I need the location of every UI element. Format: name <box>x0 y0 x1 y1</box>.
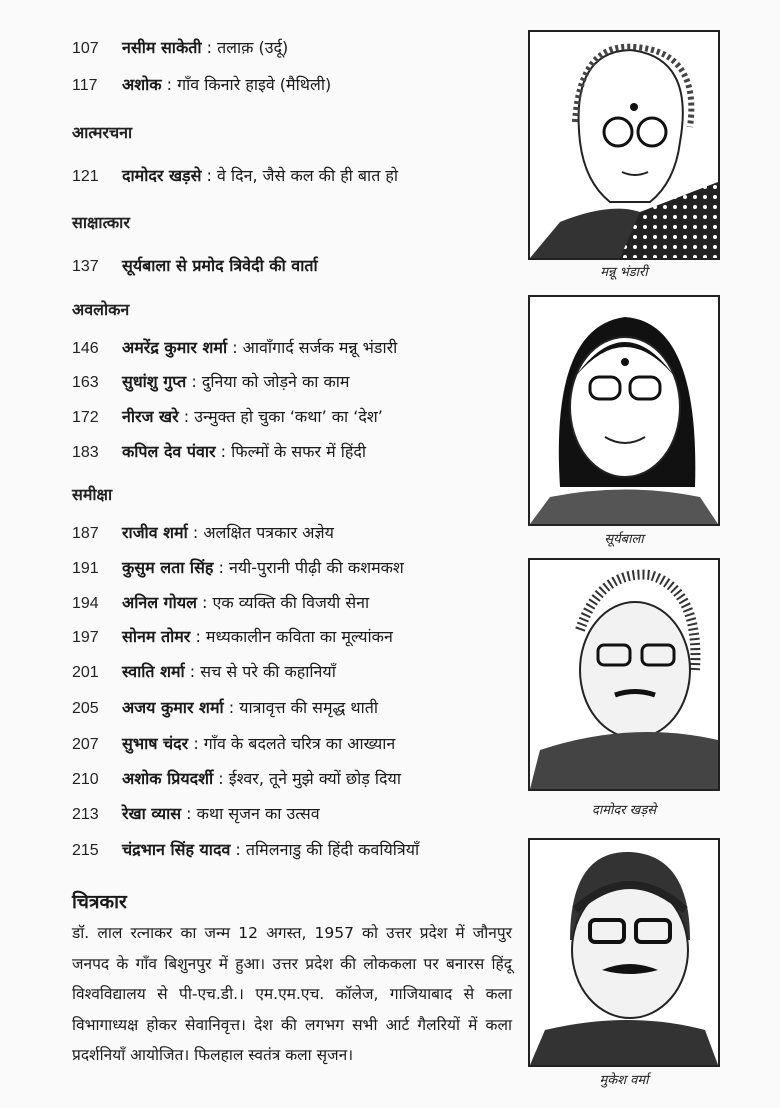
page-number: 213 <box>72 806 99 823</box>
author: अमरेंद्र कुमार शर्मा <box>122 338 228 357</box>
author: दामोदर खड़से <box>122 166 202 185</box>
toc-entry <box>72 338 397 359</box>
toc-entry <box>72 627 393 648</box>
separator: : <box>201 38 218 57</box>
page-number: 205 <box>72 700 99 717</box>
page-number: 197 <box>72 629 99 646</box>
title: कथा सृजन का उत्सव <box>196 804 320 823</box>
author: अशोक <box>122 75 162 94</box>
portrait-illustration <box>528 558 720 791</box>
toc-entry <box>72 372 349 393</box>
page-number: 201 <box>72 664 99 681</box>
page-number: 137 <box>72 258 99 275</box>
page-number: 172 <box>72 409 99 426</box>
author: सुधांशु गुप्त <box>122 372 187 391</box>
portrait-illustration <box>528 30 720 260</box>
title: सच से परे की कहानियाँ <box>200 662 336 681</box>
page-number: 215 <box>72 842 99 859</box>
toc-entry <box>72 662 336 683</box>
author: सूर्यबाला से प्रमोद त्रिवेदी की वार्ता <box>122 256 318 275</box>
toc-entry <box>72 256 318 277</box>
toc-entry <box>72 407 383 428</box>
page-number: 183 <box>72 444 99 461</box>
separator: : <box>223 698 240 717</box>
toc-entry <box>72 523 334 544</box>
page-number: 194 <box>72 595 99 612</box>
page-number: 107 <box>72 40 99 57</box>
separator: : <box>178 407 195 426</box>
artist-bio: डॉ. लाल रत्नाकर का जन्म 12 अगस्त, 1957 को उत्तर प्रदेश में जौनपुर जनपद के गाँव बिशुनपुर में हुआ। उत्तर प्रदेश की लोककला पर बनारस हिंदू विश्वविद्यालय से पी-एच.डी.। एम.एम.एच. कॉलेज, गाजियाबाद से कला विभागाध्यक्ष होकर सेवानिवृत्त। देश की लगभग सभी आर्ट गैलरियों में कला प्रदर्शनियाँ आयोजित। फिलहाल स्वतंत्र कला सृजन। <box>72 924 512 1064</box>
title: मध्यकालीन कविता का मूल्यांकन <box>205 627 393 646</box>
toc-entry <box>72 698 378 719</box>
separator: : <box>187 523 204 542</box>
title: ईश्वर, तूने मुझे क्यों छोड़ दिया <box>228 769 401 788</box>
separator: : <box>213 558 229 577</box>
toc-entry <box>72 734 395 755</box>
page-number: 207 <box>72 736 99 753</box>
separator: : <box>190 627 206 646</box>
separator: : <box>213 769 229 788</box>
page-number: 121 <box>72 168 99 185</box>
portrait-caption: मुकेश वर्मा <box>599 1073 649 1088</box>
author: स्वाति शर्मा <box>122 662 185 681</box>
title: एक व्यक्ति की विजयी सेना <box>212 593 370 612</box>
section-heading: अवलोकन <box>72 300 130 319</box>
title: वे दिन, जैसे कल की ही बात हो <box>217 166 399 185</box>
toc-entry <box>72 593 369 614</box>
title: आवाँगार्द सर्जक मन्नू भंडारी <box>242 338 398 357</box>
author: सोनम तोमर <box>122 627 191 646</box>
title: गाँव के बदलते चरित्र का आख्यान <box>203 734 396 753</box>
author: कुसुम लता सिंह <box>122 558 214 577</box>
separator: : <box>227 338 243 357</box>
page-number: 117 <box>72 77 98 94</box>
separator: : <box>161 75 178 94</box>
separator: : <box>181 804 197 823</box>
toc-entry <box>72 442 366 463</box>
title: दुनिया को जोड़ने का काम <box>201 372 350 391</box>
portrait-illustration <box>528 295 720 526</box>
author: राजीव शर्मा <box>122 523 188 542</box>
title: अलक्षित पत्रकार अज्ञेय <box>203 523 334 542</box>
toc-entry <box>72 840 419 861</box>
title: नयी-पुरानी पीढ़ी की कशमकश <box>228 558 404 577</box>
author: रेखा व्यास <box>122 804 182 823</box>
title: उन्मुक्त हो चुका ‘कथा’ का ‘देश’ <box>194 407 383 426</box>
page-number: 146 <box>72 340 99 357</box>
toc-entry <box>72 38 288 59</box>
separator: : <box>215 442 232 461</box>
page-number: 163 <box>72 374 99 391</box>
separator: : <box>230 840 246 859</box>
author: अशोक प्रियदर्शी <box>122 769 214 788</box>
toc-entry <box>72 558 404 579</box>
author: नसीम साकेती <box>122 38 202 57</box>
page-number: 187 <box>72 525 99 542</box>
separator: : <box>188 734 204 753</box>
portrait-illustration <box>528 838 720 1067</box>
section-heading: आत्मरचना <box>72 123 133 142</box>
author: सुभाष चंदर <box>122 734 189 753</box>
title: फिल्मों के सफर में हिंदी <box>231 442 367 461</box>
section-heading: साक्षात्कार <box>72 213 130 232</box>
toc-entry <box>72 75 331 96</box>
separator: : <box>186 372 202 391</box>
page-number: 191 <box>72 560 99 577</box>
separator: : <box>184 662 201 681</box>
author: अजय कुमार शर्मा <box>122 698 224 717</box>
page-number: 210 <box>72 771 99 788</box>
artist-heading: चित्रकार <box>72 891 127 913</box>
portrait-caption: सूर्यबाला <box>604 532 644 547</box>
toc-entry <box>72 769 401 790</box>
title: गाँव किनारे हाइवे (मैथिली) <box>177 75 332 94</box>
title: तमिलनाडु की हिंदी कवयित्रियाँ <box>245 840 420 859</box>
author: अनिल गोयल <box>122 593 197 612</box>
portrait-caption: दामोदर खड़से <box>591 803 657 818</box>
author: नीरज खरे <box>122 407 179 426</box>
title: तलाक़ (उर्दू) <box>217 38 289 57</box>
toc-entry <box>72 804 320 825</box>
portrait-caption: मन्नू भंडारी <box>600 265 648 280</box>
separator: : <box>201 166 217 185</box>
section-heading: समीक्षा <box>72 485 113 504</box>
title: यात्रावृत्त की समृद्ध थाती <box>239 698 379 717</box>
author: कपिल देव पंवार <box>122 442 216 461</box>
author: चंद्रभान सिंह यादव <box>122 840 231 859</box>
toc-entry <box>72 166 398 187</box>
separator: : <box>196 593 213 612</box>
